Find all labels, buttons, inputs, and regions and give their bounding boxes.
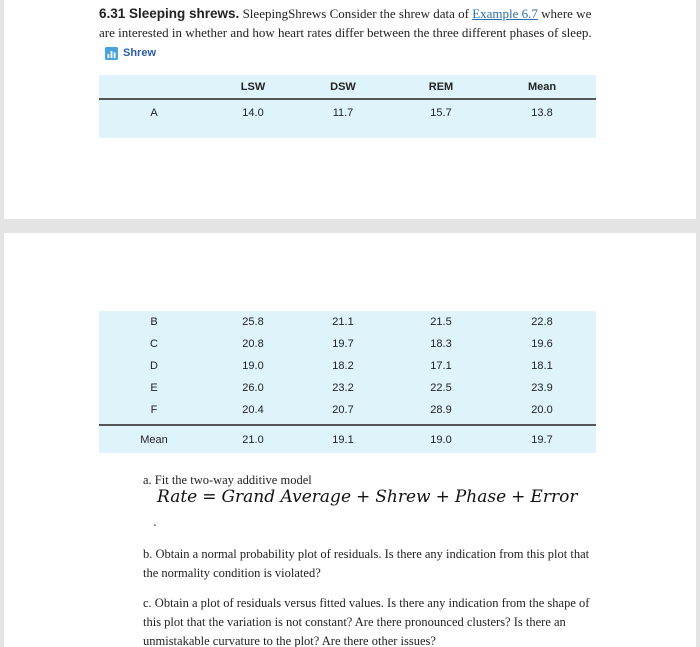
table-header-row	[99, 76, 596, 98]
cell-mean: 23.9	[531, 382, 553, 394]
cell-lsw: 19.0	[242, 360, 264, 372]
cell-mean: 13.8	[531, 107, 553, 119]
table-row	[99, 102, 596, 124]
mean-rem: 19.0	[430, 434, 452, 446]
header-dsw: DSW	[330, 81, 356, 93]
cell-dsw: 19.7	[332, 338, 354, 350]
table-row	[99, 355, 596, 377]
data-file-icon	[105, 47, 118, 60]
row-label: B	[150, 316, 158, 328]
question-c: c. Obtain a plot of residuals versus fitted values. Is there any indication from the shape of this plot that the variation is not constant? Are there pronounced clusters? Is there an unmistakable curvature to the plot? Are there other issues?	[143, 596, 590, 647]
cell-lsw: 26.0	[242, 382, 264, 394]
cell-dsw: 23.2	[332, 382, 354, 394]
cell-mean: 22.8	[531, 316, 553, 328]
row-label: F	[150, 404, 158, 416]
cell-lsw: 20.8	[242, 338, 264, 350]
problem-text-end: where we are interested in whether and how heart rates differ between the three different phases of sleep.	[99, 6, 592, 40]
row-label: E	[150, 382, 158, 394]
cell-mean: 19.6	[531, 338, 553, 350]
cell-rem: 18.3	[430, 338, 452, 350]
formula-plus-2: +	[435, 487, 450, 507]
header-rule	[99, 98, 596, 100]
row-label: D	[150, 360, 158, 372]
formula-period: .	[153, 515, 157, 529]
cell-rem: 21.5	[430, 316, 452, 328]
formula-rate: Rate	[157, 487, 198, 507]
example-link[interactable]: Example 6.7	[472, 6, 538, 21]
mean-lsw: 21.0	[242, 434, 264, 446]
mean-row-label: Mean	[140, 434, 168, 446]
cell-lsw: 20.4	[242, 404, 264, 416]
table-row	[99, 377, 596, 399]
problem-number: 6.31 Sleeping shrews.	[99, 6, 240, 21]
cell-lsw: 25.8	[242, 316, 264, 328]
cell-lsw: 14.0	[242, 107, 264, 119]
question-a: a. Fit the two-way additive model	[143, 473, 312, 487]
formula-phase: Phase	[454, 487, 507, 507]
cell-rem: 17.1	[430, 360, 452, 372]
model-formula	[157, 487, 577, 507]
cell-mean: 20.0	[531, 404, 553, 416]
mean-row	[99, 429, 596, 451]
mean-mean: 19.7	[531, 434, 553, 446]
formula-plus-3: +	[511, 487, 526, 507]
question-b: b. Obtain a normal probability plot of residuals. Is there any indication from this plot that the normality condition is violated?	[143, 547, 590, 580]
formula-equals: =	[202, 487, 217, 507]
mean-rule	[99, 424, 596, 426]
table-row	[99, 399, 596, 421]
header-lsw: LSW	[240, 81, 266, 93]
shrew-data-label: Shrew	[123, 46, 157, 59]
data-table-bottom	[99, 311, 596, 453]
table-row	[99, 311, 596, 333]
cell-dsw: 11.7	[332, 107, 354, 119]
table-row	[99, 333, 596, 355]
cell-mean: 18.1	[531, 360, 553, 372]
formula-error: Error	[530, 487, 578, 507]
cell-rem: 28.9	[430, 404, 452, 416]
cell-rem: 22.5	[430, 382, 452, 394]
cell-dsw: 18.2	[332, 360, 354, 372]
shrew-data-link[interactable]	[105, 44, 156, 63]
formula-grand-average: Grand Average	[221, 487, 352, 507]
row-label: A	[150, 107, 158, 119]
header-mean: Mean	[527, 81, 557, 93]
cell-rem: 15.7	[430, 107, 452, 119]
data-table-top	[99, 75, 596, 138]
cell-dsw: 21.1	[332, 316, 354, 328]
row-label: C	[150, 338, 158, 350]
cell-dsw: 20.7	[332, 404, 354, 416]
formula-shrew: Shrew	[375, 487, 431, 507]
formula-plus-1: +	[356, 487, 371, 507]
mean-dsw: 19.1	[332, 434, 354, 446]
header-rem: REM	[428, 81, 454, 93]
problem-text-start: SleepingShrews Consider the shrew data of	[242, 6, 469, 21]
problem-statement	[99, 4, 599, 63]
